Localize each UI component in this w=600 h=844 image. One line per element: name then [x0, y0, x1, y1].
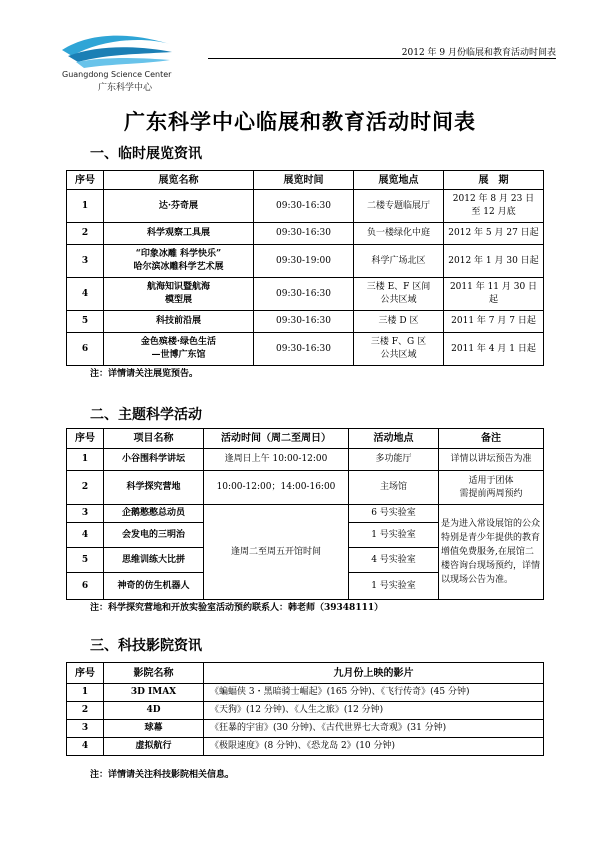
logo — [60, 30, 180, 70]
page-title: 广东科学中心临展和教育活动时间表 — [124, 109, 476, 134]
column-header: 影院名称 — [104, 663, 204, 684]
exhibition-period: 2012 年 1 月 30 日起 — [444, 245, 544, 278]
exhibition-place: 三楼 E、F 区间 公共区域 — [354, 278, 444, 311]
document-label: 2012 年 9 月份临展和教育活动时间表 — [401, 48, 556, 58]
row-number: 1 — [67, 190, 104, 223]
exhibitions-note: 注：详情请关注展览预告。 — [90, 369, 199, 379]
table-row — [67, 738, 544, 756]
section-heading-cinema: 三、科技影院资讯 — [90, 638, 202, 654]
activity-remark: 详情以讲坛预告为准 — [439, 449, 544, 471]
cinema-films: 《天狗》(12 分钟)、《人生之旅》(12 分钟) — [204, 702, 544, 720]
table-row — [67, 505, 544, 523]
table-row — [67, 449, 544, 471]
row-number: 5 — [67, 311, 104, 333]
cinema-films: 《狂暴的宇宙》(30 分钟)、《古代世界七大奇观》(31 分钟) — [204, 720, 544, 738]
exhibition-period: 2012 年 5 月 27 日起 — [444, 223, 544, 245]
cinema-table — [66, 662, 544, 756]
row-number: 6 — [67, 333, 104, 366]
cinema-name: 球幕 — [104, 720, 204, 738]
row-number: 2 — [67, 223, 104, 245]
activity-place: 4 号实验室 — [349, 548, 439, 573]
exhibition-place: 三楼 D 区 — [354, 311, 444, 333]
column-header: 展览地点 — [354, 171, 444, 190]
exhibition-time: 09:30-16:30 — [254, 333, 354, 366]
logo-swoosh-icon — [60, 30, 180, 70]
exhibition-place: 三楼 F、G 区 公共区域 — [354, 333, 444, 366]
activity-place: 多功能厅 — [349, 449, 439, 471]
column-header: 项目名称 — [104, 429, 204, 449]
table-row — [67, 471, 544, 505]
cinema-note: 注：详情请关注科技影院相关信息。 — [90, 770, 235, 780]
section-heading-exhibitions: 一、临时展览资讯 — [90, 146, 202, 162]
activities-table — [66, 428, 544, 600]
activity-place: 主场馆 — [349, 471, 439, 505]
row-number: 4 — [67, 738, 104, 756]
cinema-name: 虚拟航行 — [104, 738, 204, 756]
exhibition-period: 2012 年 8 月 23 日 至 12 月底 — [444, 190, 544, 223]
exhibitions-table — [66, 170, 544, 366]
table-header-row — [67, 663, 544, 684]
activities-note: 注：科学探究营地和开放实验室活动预约联系人：韩老师（39348111） — [90, 603, 384, 613]
exhibition-time: 09:30-19:00 — [254, 245, 354, 278]
table-row — [67, 278, 544, 311]
table-row — [67, 333, 544, 366]
row-number: 2 — [67, 471, 104, 505]
activity-time: 10:00-12:00；14:00-16:00 — [204, 471, 349, 505]
section-heading-activities: 二、主题科学活动 — [90, 407, 202, 423]
exhibition-name: 达·芬奇展 — [104, 190, 254, 223]
table-row — [67, 223, 544, 245]
exhibition-name: 金色殡楼·绿色生活 —世博广东馆 — [104, 333, 254, 366]
table-header-row — [67, 171, 544, 190]
exhibition-name: 科学观察工具展 — [104, 223, 254, 245]
row-number: 3 — [67, 505, 104, 523]
exhibition-place: 负一楼绿化中庭 — [354, 223, 444, 245]
column-header: 展览名称 — [104, 171, 254, 190]
activity-name: 企鹅憨憨总动员 — [104, 505, 204, 523]
activity-shared-remark: 是为进入常设展馆的公众特别是青少年提供的教育增值免费服务,在展馆二楼咨询台现场预约，详情以现场公告为准。 — [439, 505, 544, 600]
table-row — [67, 245, 544, 278]
column-header: 备注 — [439, 429, 544, 449]
exhibition-name: 航海知识暨航海 模型展 — [104, 278, 254, 311]
exhibition-period: 2011 年 7 月 7 日起 — [444, 311, 544, 333]
exhibition-name: “印象冰雕 科学快乐” 哈尔滨冰雕科学艺术展 — [104, 245, 254, 278]
column-header: 活动时间（周二至周日） — [204, 429, 349, 449]
column-header: 展览时间 — [254, 171, 354, 190]
exhibition-name: 科技前沿展 — [104, 311, 254, 333]
activity-name: 科学探究营地 — [104, 471, 204, 505]
table-row — [67, 190, 544, 223]
cinema-name: 3D IMAX — [104, 684, 204, 702]
row-number: 6 — [67, 573, 104, 600]
column-header: 序号 — [67, 429, 104, 449]
cinema-name: 4D — [104, 702, 204, 720]
exhibition-period: 2011 年 11 月 30 日起 — [444, 278, 544, 311]
exhibition-place: 科学广场北区 — [354, 245, 444, 278]
column-header: 序号 — [67, 663, 104, 684]
row-number: 2 — [67, 702, 104, 720]
activity-name: 思维训练大比拼 — [104, 548, 204, 573]
activity-place: 1 号实验室 — [349, 573, 439, 600]
table-header-row — [67, 429, 544, 449]
column-header: 序号 — [67, 171, 104, 190]
table-row — [67, 720, 544, 738]
activity-remark: 适用于团体 需提前两周预约 — [439, 471, 544, 505]
table-row — [67, 684, 544, 702]
exhibition-time: 09:30-16:30 — [254, 278, 354, 311]
row-number: 5 — [67, 548, 104, 573]
exhibition-place: 二楼专题临展厅 — [354, 190, 444, 223]
exhibition-period: 2011 年 4 月 1 日起 — [444, 333, 544, 366]
activity-place: 6 号实验室 — [349, 505, 439, 523]
activity-shared-time: 逢周二至周五开馆时间 — [204, 505, 349, 600]
cinema-films: 《极限速度》(8 分钟)、《恐龙岛 2》(10 分钟) — [204, 738, 544, 756]
activity-name: 会发电的三明治 — [104, 523, 204, 548]
activity-place: 1 号实验室 — [349, 523, 439, 548]
row-number: 4 — [67, 278, 104, 311]
activity-name: 神奇的仿生机器人 — [104, 573, 204, 600]
exhibition-time: 09:30-16:30 — [254, 190, 354, 223]
column-header: 活动地点 — [349, 429, 439, 449]
exhibition-time: 09:30-16:30 — [254, 223, 354, 245]
column-header: 展 期 — [444, 171, 544, 190]
cinema-films: 《蝙蝠侠 3・黑暗骑士崛起》(165 分钟)、《飞行传奇》(45 分钟) — [204, 684, 544, 702]
column-header: 九月份上映的影片 — [204, 663, 544, 684]
logo-text-en: Guangdong Science Center — [62, 70, 172, 79]
table-row — [67, 702, 544, 720]
header-divider — [208, 58, 556, 59]
row-number: 3 — [67, 720, 104, 738]
row-number: 1 — [67, 449, 104, 471]
activity-name: 小谷围科学讲坛 — [104, 449, 204, 471]
activity-time: 逢周日上午 10:00-12:00 — [204, 449, 349, 471]
table-row — [67, 311, 544, 333]
logo-text-cn: 广东科学中心 — [98, 83, 153, 93]
row-number: 4 — [67, 523, 104, 548]
row-number: 1 — [67, 684, 104, 702]
row-number: 3 — [67, 245, 104, 278]
exhibition-time: 09:30-16:30 — [254, 311, 354, 333]
